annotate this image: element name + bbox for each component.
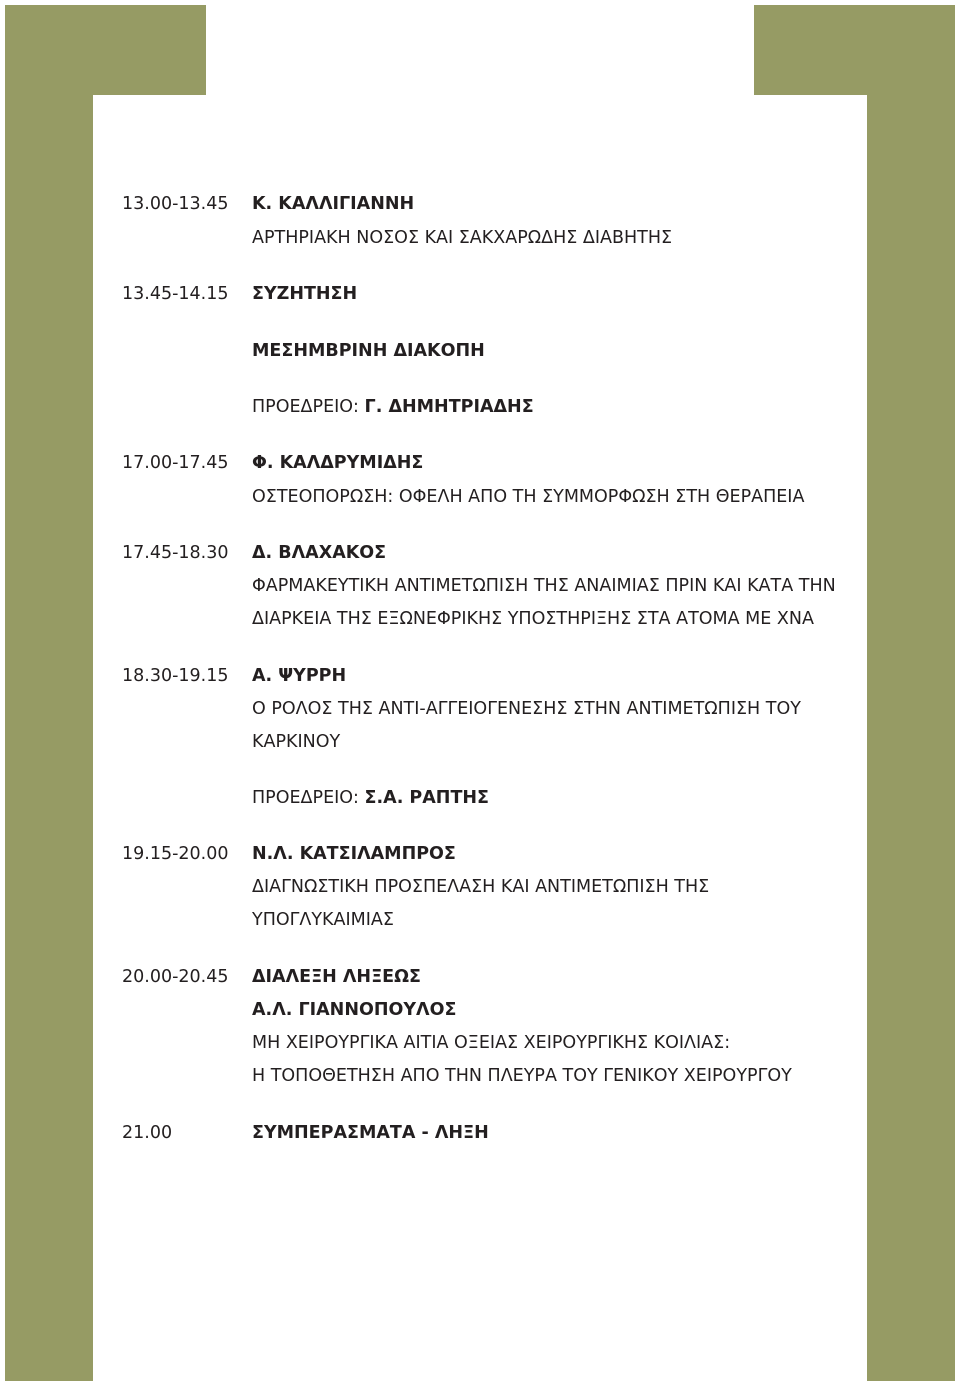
session-title: Ο ΡΟΛΟΣ ΤΗΣ ΑΝΤΙ-ΑΓΓΕΙΟΓΕΝΕΣΗΣ ΣΤΗΝ ΑΝΤΙΜΕΤΩΠΙΣΗ ΤΟΥ: [252, 699, 801, 719]
session-time: 21.00: [122, 1123, 173, 1143]
session-speaker: Δ. ΒΛΑΧΑΚΟΣ: [252, 543, 387, 563]
session-title: ΔΙΑΓΝΩΣΤΙΚΗ ΠΡΟΣΠΕΛΑΣΗ ΚΑΙ ΑΝΤΙΜΕΤΩΠΙΣΗ ΤΗΣ: [252, 877, 710, 897]
session-time: 18.30-19.15: [122, 666, 229, 686]
session-time: 13.45-14.15: [122, 284, 229, 304]
break-label: ΜΕΣΗΜΒΡΙΝΗ ΔΙΑΚΟΠΗ: [252, 341, 485, 361]
chair-line: [252, 396, 534, 418]
session-speaker: Α.Λ. ΓΙΑΝΝΟΠΟΥΛΟΣ: [252, 1000, 457, 1020]
chair-name: Γ. ΔΗΜΗΤΡΙΑΔΗΣ: [364, 397, 534, 417]
session-title: ΚΑΡΚΙΝΟΥ: [252, 732, 341, 752]
session-title: Η ΤΟΠΟΘΕΤΗΣΗ ΑΠΟ ΤΗΝ ΠΛΕΥΡΑ ΤΟΥ ΓΕΝΙΚΟΥ ΧΕΙΡΟΥΡΓΟΥ: [252, 1066, 792, 1086]
session-title: ΥΠΟΓΛΥΚΑΙΜΙΑΣ: [252, 910, 394, 930]
chair-label: ΠΡΟΕΔΡΕΙΟ:: [252, 788, 359, 808]
session-title: ΟΣΤΕΟΠΟΡΩΣΗ: ΟΦΕΛΗ ΑΠΟ ΤΗ ΣΥΜΜΟΡΦΩΣΗ ΣΤΗ ΘΕΡΑΠΕΙΑ: [252, 487, 805, 507]
session-time: 19.15-20.00: [122, 844, 229, 864]
session-title: ΑΡΤΗΡΙΑΚΗ ΝΟΣΟΣ ΚΑΙ ΣΑΚΧΑΡΩΔΗΣ ΔΙΑΒΗΤΗΣ: [252, 228, 673, 248]
session-title: ΦΑΡΜΑΚΕΥΤΙΚΗ ΑΝΤΙΜΕΤΩΠΙΣΗ ΤΗΣ ΑΝΑΙΜΙΑΣ ΠΡΙΝ ΚΑΙ ΚΑΤΑ ΤΗΝ: [252, 576, 836, 596]
session-time: 20.00-20.45: [122, 967, 229, 987]
session-speaker: ΣΥΖΗΤΗΣΗ: [252, 284, 358, 304]
session-speaker: Φ. ΚΑΛΔΡΥΜΙΔΗΣ: [252, 453, 424, 473]
session-speaker: Κ. ΚΑΛΛΙΓΙΑΝΝΗ: [252, 194, 415, 214]
session-time: 17.00-17.45: [122, 453, 229, 473]
chair-name: Σ.Α. ΡΑΠΤΗΣ: [364, 788, 489, 808]
session-speaker: ΔΙΑΛΕΞΗ ΛΗΞΕΩΣ: [252, 967, 421, 987]
session-time: 17.45-18.30: [122, 543, 229, 563]
session-time: 13.00-13.45: [122, 194, 229, 214]
session-speaker: ΣΥΜΠΕΡΑΣΜΑΤΑ - ΛΗΞΗ: [252, 1123, 489, 1143]
chair-line: [252, 787, 489, 809]
chair-label: ΠΡΟΕΔΡΕΙΟ:: [252, 397, 359, 417]
session-speaker: Ν.Λ. ΚΑΤΣΙΛΑΜΠΡΟΣ: [252, 844, 456, 864]
session-title: ΔΙΑΡΚΕΙΑ ΤΗΣ ΕΞΩΝΕΦΡΙΚΗΣ ΥΠΟΣΤΗΡΙΞΗΣ ΣΤΑ ΑΤΟΜΑ ΜΕ ΧΝΑ: [252, 609, 814, 629]
session-speaker: Α. ΨΥΡΡΗ: [252, 666, 347, 686]
session-title: ΜΗ ΧΕΙΡΟΥΡΓΙΚΑ ΑΙΤΙΑ ΟΞΕΙΑΣ ΧΕΙΡΟΥΡΓΙΚΗΣ ΚΟΙΛΙΑΣ:: [252, 1033, 731, 1053]
